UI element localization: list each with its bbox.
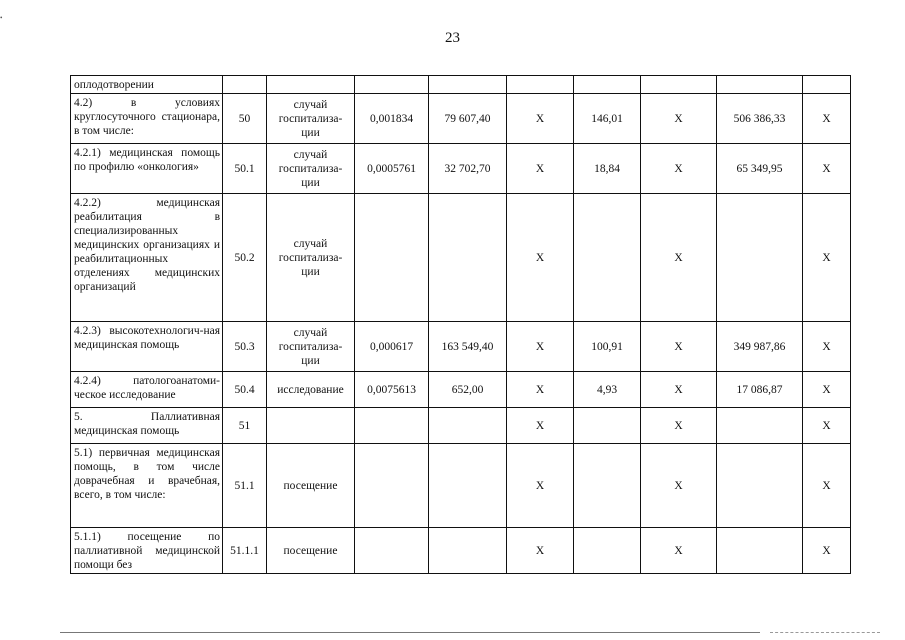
row-norm [355,444,429,528]
row-col10: X [803,94,851,144]
row-col7: 18,84 [574,144,641,194]
row-norm [355,408,429,444]
row-unit: случай госпитализа-ции [267,144,355,194]
row-name: 5.1.1) посещение по паллиативной медицинской помощи без [71,528,223,574]
row-norm [355,76,429,94]
tariff-table [70,75,851,574]
row-col7 [574,408,641,444]
row-cost [429,528,507,574]
row-col6: X [507,94,574,144]
row-code: 50.4 [223,372,267,408]
row-code: 51.1.1 [223,528,267,574]
row-name: 5. Паллиативная медицинская помощь [71,408,223,444]
row-code: 51 [223,408,267,444]
row-col8: X [641,408,717,444]
page-bottom-rule-dashed [770,632,880,633]
row-col6 [507,76,574,94]
row-norm [355,528,429,574]
row-col6: X [507,144,574,194]
row-code: 51.1 [223,444,267,528]
row-col8: X [641,94,717,144]
row-col10: X [803,144,851,194]
row-norm: 0,0005761 [355,144,429,194]
row-col10: X [803,322,851,372]
row-name: 4.2.3) высокотехнологич-ная медицинская помощь [71,322,223,372]
row-col9: 17 086,87 [717,372,803,408]
row-name: 4.2) в условиях круглосуточного стационара, в том числе: [71,94,223,144]
row-col9 [717,194,803,322]
table-row [71,528,851,574]
row-cost: 32 702,70 [429,144,507,194]
table-row [71,94,851,144]
row-cost: 163 549,40 [429,322,507,372]
row-unit [267,76,355,94]
row-col8: X [641,144,717,194]
row-col7 [574,76,641,94]
row-col8: X [641,528,717,574]
row-code: 50 [223,94,267,144]
row-col9: 349 987,86 [717,322,803,372]
table-row [71,372,851,408]
row-name: 4.2.2) медицинская реабилитация в специализированных медицинских организациях и реабилитационных отделениях медицинских организаций [71,194,223,322]
row-name: 5.1) первичная медицинская помощь, в том числе доврачебная и врачебная, всего, в том числе: [71,444,223,528]
row-code: 50.3 [223,322,267,372]
row-unit [267,408,355,444]
row-col6: X [507,372,574,408]
row-cost [429,444,507,528]
row-col9: 65 349,95 [717,144,803,194]
row-unit: случай госпитализа-ции [267,322,355,372]
row-col9 [717,444,803,528]
row-unit: случай госпитализа-ции [267,194,355,322]
table-body [71,76,851,574]
row-unit: случай госпитализа-ции [267,94,355,144]
table-row [71,444,851,528]
scan-mark: • [0,14,3,22]
row-col10: X [803,408,851,444]
row-col9 [717,408,803,444]
row-code: 50.2 [223,194,267,322]
row-col7 [574,194,641,322]
row-unit: посещение [267,444,355,528]
row-col8: X [641,322,717,372]
row-col6: X [507,528,574,574]
row-col8: X [641,444,717,528]
row-col10: X [803,372,851,408]
row-name: 4.2.4) патологоанатоми-ческое исследование [71,372,223,408]
row-col9: 506 386,33 [717,94,803,144]
table-row [71,194,851,322]
row-col10: X [803,444,851,528]
row-col8: X [641,372,717,408]
row-name: 4.2.1) медицинская помощь по профилю «онкология» [71,144,223,194]
row-col10 [803,76,851,94]
row-unit: посещение [267,528,355,574]
row-name: оплодотворении [71,76,223,94]
row-col7: 4,93 [574,372,641,408]
row-col7: 146,01 [574,94,641,144]
row-col6: X [507,322,574,372]
row-col9 [717,76,803,94]
row-col9 [717,528,803,574]
row-unit: исследование [267,372,355,408]
row-norm: 0,001834 [355,94,429,144]
row-cost: 652,00 [429,372,507,408]
row-cost [429,194,507,322]
row-col7 [574,444,641,528]
row-cost [429,76,507,94]
row-col8 [641,76,717,94]
row-norm: 0,000617 [355,322,429,372]
table-row [71,144,851,194]
row-col6: X [507,194,574,322]
page-number: 23 [445,30,460,46]
row-col7 [574,528,641,574]
table-row [71,322,851,372]
table-row [71,76,851,94]
row-cost: 79 607,40 [429,94,507,144]
row-col6: X [507,444,574,528]
row-col7: 100,91 [574,322,641,372]
row-norm: 0,0075613 [355,372,429,408]
row-cost [429,408,507,444]
row-code: 50.1 [223,144,267,194]
row-col6: X [507,408,574,444]
table-row [71,408,851,444]
row-norm [355,194,429,322]
row-col8: X [641,194,717,322]
row-col10: X [803,194,851,322]
row-col10: X [803,528,851,574]
page-bottom-rule [60,632,760,633]
row-code [223,76,267,94]
